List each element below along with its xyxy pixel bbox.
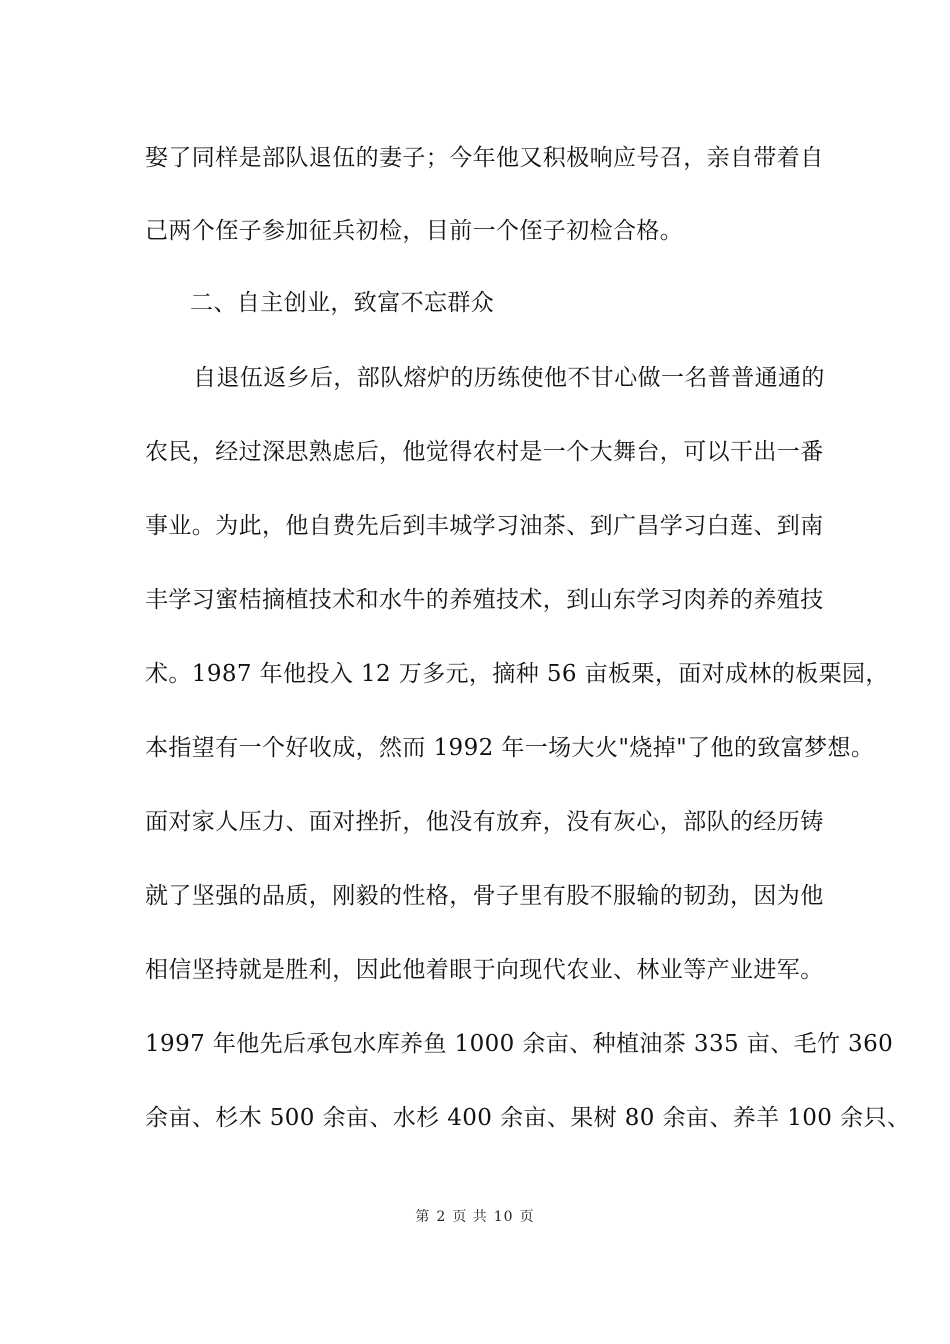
text-line: 丰学习蜜桔摘植技术和水牛的养殖技术，到山东学习肉养的养殖技 (145, 587, 824, 613)
section-heading: 二、自主创业，致富不忘群众 (190, 290, 495, 316)
footer-prefix: 第 (415, 1209, 431, 1225)
text-line: 自退伍返乡后，部队熔炉的历练使他不甘心做一名普普通通的 (193, 365, 825, 391)
text-line: 己两个侄子参加征兵初检，目前一个侄子初检合格。 (145, 218, 684, 244)
footer-suffix: 页 (519, 1209, 535, 1225)
text-line: 本指望有一个好收成，然而 1992 年一场大火"烧掉"了他的致富梦想。 (145, 735, 875, 761)
text-line: 农民，经过深思熟虑后，他觉得农村是一个大舞台，可以干出一番 (145, 439, 824, 465)
text-line: 事业。为此，他自费先后到丰城学习油茶、到广昌学习白莲、到南 (145, 513, 824, 539)
text-line: 就了坚强的品质，刚毅的性格，骨子里有股不服输的韧劲，因为他 (145, 883, 824, 909)
total-page-count: 10 (493, 1209, 514, 1225)
text-line: 1997 年他先后承包水库养鱼 1000 余亩、种植油茶 335 亩、毛竹 360 (145, 1031, 894, 1057)
current-page-number: 2 (436, 1209, 447, 1225)
text-line: 相信坚持就是胜利，因此他着眼于向现代农业、林业等产业进军。 (145, 957, 824, 983)
text-line: 术。1987 年他投入 12 万多元，摘种 56 亩板栗，面对成林的板栗园， (145, 661, 889, 687)
text-line: 余亩、杉木 500 余亩、水杉 400 余亩、果树 80 余亩、养羊 100 余只、 (145, 1105, 911, 1131)
page-footer (0, 1208, 950, 1226)
text-line: 娶了同样是部队退伍的妻子；今年他又积极响应号召，亲自带着自 (145, 145, 824, 171)
footer-middle: 页 共 (452, 1209, 488, 1225)
text-line: 面对家人压力、面对挫折，他没有放弃，没有灰心，部队的经历铸 (145, 809, 824, 835)
